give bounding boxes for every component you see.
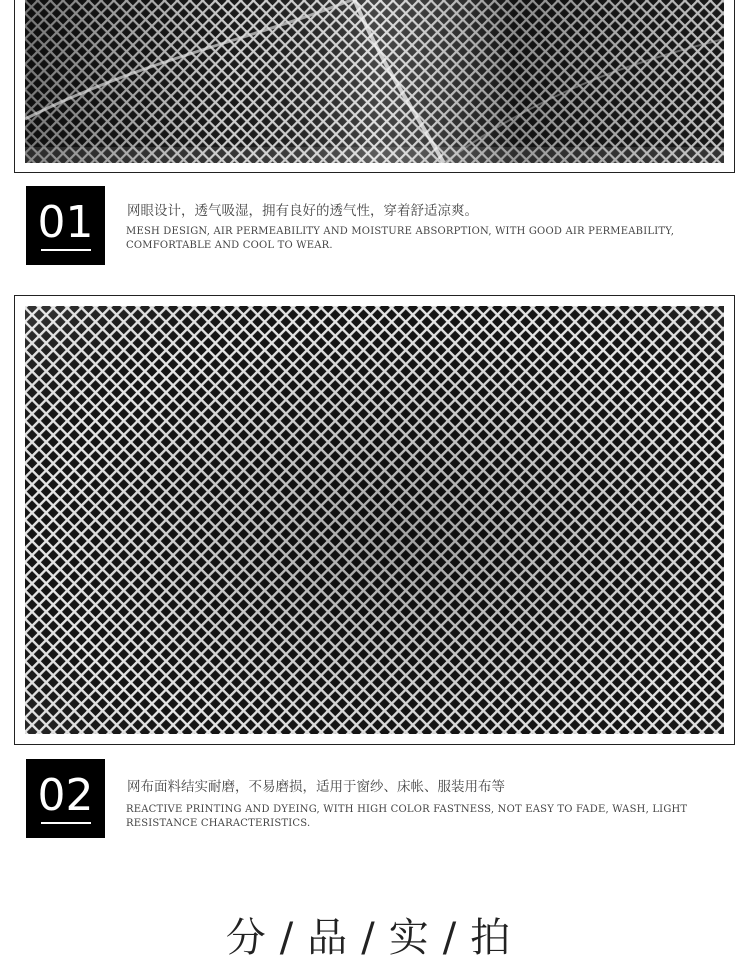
fabric-mesh-closeup-photo [25,306,724,734]
section-number-badge [26,759,105,838]
section-number: 02 [37,769,94,821]
section-number: 01 [37,196,94,248]
middle-photo-frame [14,295,735,745]
section-description-en: REACTIVE PRINTING AND DYEING, WITH HIGH COLOR FASTNESS, NOT EASY TO FADE, WASH, LIGHT RESISTANCE CHARACTERISTICS. [126,804,688,829]
section-description-en: MESH DESIGN, AIR PERMEABILITY AND MOISTURE ABSORPTION, WITH GOOD AIR PERMEABILITY, COMFORTABLE AND COOL TO WEAR. [126,226,675,251]
footer-section-title: 分/品/实/拍 [225,915,525,961]
top-photo-frame [14,0,735,173]
section-title-cn: 网布面料结实耐磨，不易磨损，适用于窗纱、床帐、服装用布等 [127,779,505,795]
number-underline [41,822,91,824]
number-underline [41,249,91,251]
section-title-cn: 网眼设计，透气吸湿，拥有良好的透气性，穿着舒适凉爽。 [127,203,478,219]
section-number-badge [26,186,105,265]
fabric-draped-photo [25,0,724,163]
